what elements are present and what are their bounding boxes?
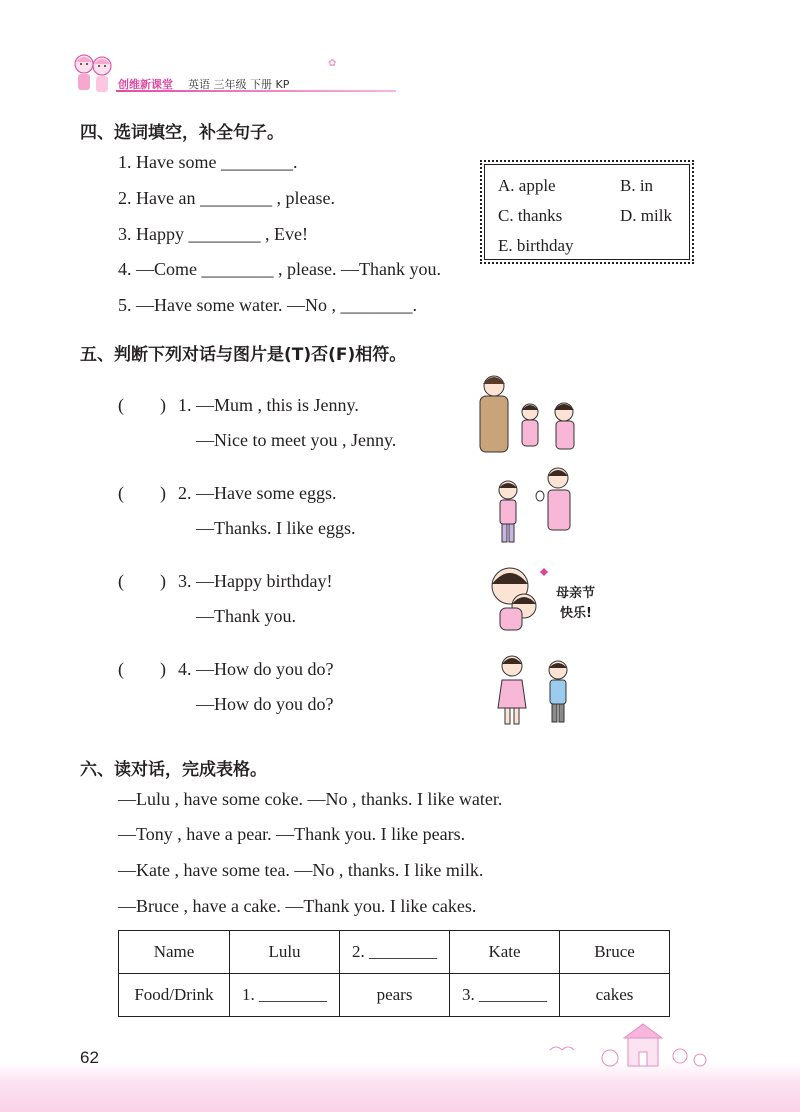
section4-line-3: 3. Happy ________ , Eve! [118,224,308,244]
answer-paren-3[interactable]: ( ) [118,571,166,591]
dialogue-line-4: —Bruce , have a cake. —Thank you. I like cakes. [118,896,477,916]
dialog-3-line-2: —Thank you. [196,606,296,626]
answer-paren-4[interactable]: ( ) [118,659,166,679]
dialog-4-line-1: 4. —How do you do? [178,659,334,679]
dialogue-line-1: —Lulu , have some coke. —No , thanks. I like water. [118,789,503,809]
table-cell-blank[interactable]: 2. ________ [340,931,450,974]
table-cell: Bruce [560,931,670,974]
book-info: 英语 三年级 下册 KP [188,78,290,91]
option-b: B. in [620,176,654,195]
answer-paren-2[interactable]: ( ) [118,483,166,503]
table-cell: cakes [560,974,670,1017]
picture-3-mothers-day [486,562,550,634]
dialogue-line-3: —Kate , have some tea. —No , thanks. I like milk. [118,860,484,880]
dialogue-line-2: —Tony , have a pear. —Thank you. I like pears. [118,824,466,844]
table-cell-blank[interactable]: 3. ________ [450,974,560,1017]
picture-3-caption-1: 母亲节 [556,586,596,601]
section4-line-4: 4. —Come ________ , please. —Thank you. [118,259,441,279]
table-cell-header: Name [119,931,230,974]
option-d: D. milk [620,206,672,225]
name-food-table [118,930,670,1017]
option-e: E. birthday [498,236,574,255]
table-cell: Kate [450,931,560,974]
answer-paren-1[interactable]: ( ) [118,395,166,415]
table-cell: pears [340,974,450,1017]
dialog-3-line-1: 3. —Happy birthday! [178,571,333,591]
section4-line-1: 1. Have some ________. [118,152,298,172]
word-options-box [480,160,694,264]
section6-title: 六、读对话，完成表格。 [80,760,267,780]
page-number: 62 [80,1048,99,1067]
picture-3-caption-2: 快乐! [560,606,592,621]
castle-decoration-icon [540,1020,740,1070]
dialog-2-line-1: 2. —Have some eggs. [178,483,337,503]
option-c: C. thanks [498,206,563,225]
picture-2-eggs [490,464,580,548]
dialog-1-line-2: —Nice to meet you , Jenny. [196,430,397,450]
dialog-4-line-2: —How do you do? [196,694,334,714]
star-icon: ✿ [328,58,337,69]
dialog-1-line-1: 1. —Mum , this is Jenny. [178,395,359,415]
kids-logo-icon [70,50,120,98]
section5-title: 五、判断下列对话与图片是(T)否(F)相符。 [80,345,407,365]
section4-line-2: 2. Have an ________ , please. [118,188,335,208]
table-cell-header: Food/Drink [119,974,230,1017]
table-row [119,974,670,1017]
option-a: A. apple [498,176,556,195]
dialog-2-line-2: —Thanks. I like eggs. [196,518,356,538]
picture-4-greeting [492,650,582,730]
section4-line-5: 5. —Have some water. —No , ________. [118,295,417,315]
table-cell-blank[interactable]: 1. ________ [230,974,340,1017]
page-header [70,50,337,98]
section4-title: 四、选词填空，补全句子。 [80,123,284,143]
table-cell: Lulu [230,931,340,974]
brand-name: 创维新课堂 [118,78,173,91]
picture-1-family [468,372,592,454]
table-row [119,931,670,974]
